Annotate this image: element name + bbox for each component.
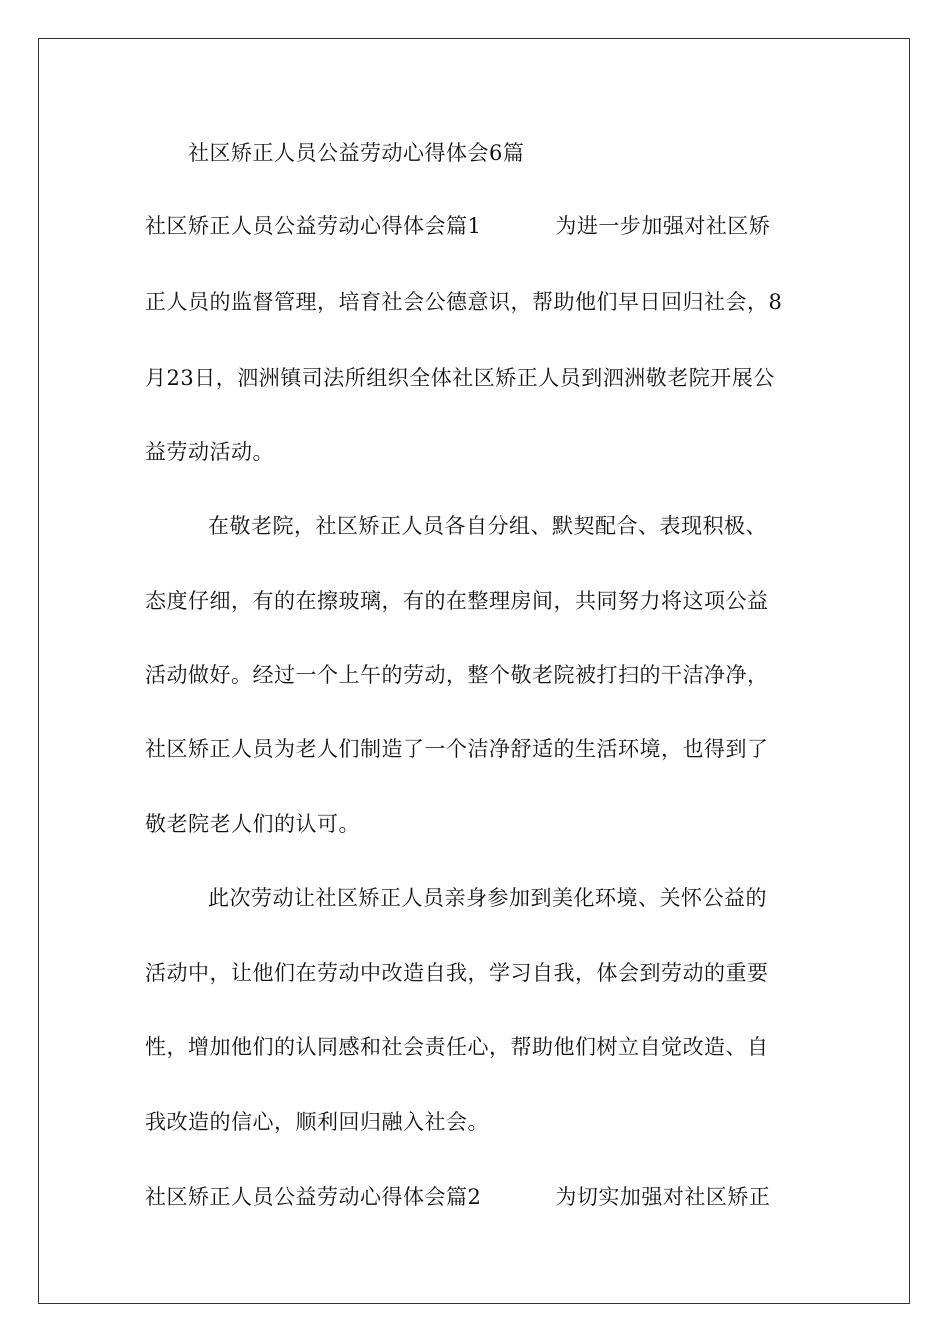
paragraph-line: 在敬老院，社区矫正人员各自分组、默契配合、表现积极、 (208, 514, 767, 538)
paragraph-line: 为切实加强对社区矫正 (555, 1185, 771, 1209)
paragraph-line: 正人员的监督管理，培育社会公德意识，帮助他们早日回归社会，8 (145, 290, 783, 314)
paragraph-line: 月23日，泗洲镇司法所组织全体社区矫正人员到泗洲敬老院开展公 (145, 366, 775, 390)
section-heading-2: 社区矫正人员公益劳动心得体会篇2 (145, 1185, 482, 1209)
paragraph-line: 活动做好。经过一个上午的劳动，整个敬老院被打扫的干洁净净， (145, 663, 769, 687)
section-heading-1: 社区矫正人员公益劳动心得体会篇1 (145, 214, 482, 238)
section-heading-2-line (145, 1183, 770, 1211)
paragraph-line: 敬老院老人们的认可。 (145, 812, 360, 836)
paragraph-line: 我改造的信心，顺利回归融入社会。 (145, 1110, 489, 1134)
paragraph-line: 此次劳动让社区矫正人员亲身参加到美化环境、关怀公益的 (208, 886, 767, 910)
paragraph-line: 活动中，让他们在劳动中改造自我，学习自我，体会到劳动的重要 (145, 961, 769, 985)
paragraph-line: 社区矫正人员为老人们制造了一个洁净舒适的生活环境，也得到了 (145, 737, 769, 761)
paragraph-line: 性，增加他们的认同感和社会责任心，帮助他们树立自觉改造、自 (145, 1035, 769, 1059)
document-title: 社区矫正人员公益劳动心得体会6篇 (188, 141, 525, 165)
section-heading-1-line (145, 212, 770, 240)
paragraph-line: 为进一步加强对社区矫 (555, 214, 771, 238)
paragraph-line: 态度仔细，有的在擦玻璃，有的在整理房间，共同努力将这项公益 (145, 589, 769, 613)
paragraph-line: 益劳动活动。 (145, 440, 274, 464)
